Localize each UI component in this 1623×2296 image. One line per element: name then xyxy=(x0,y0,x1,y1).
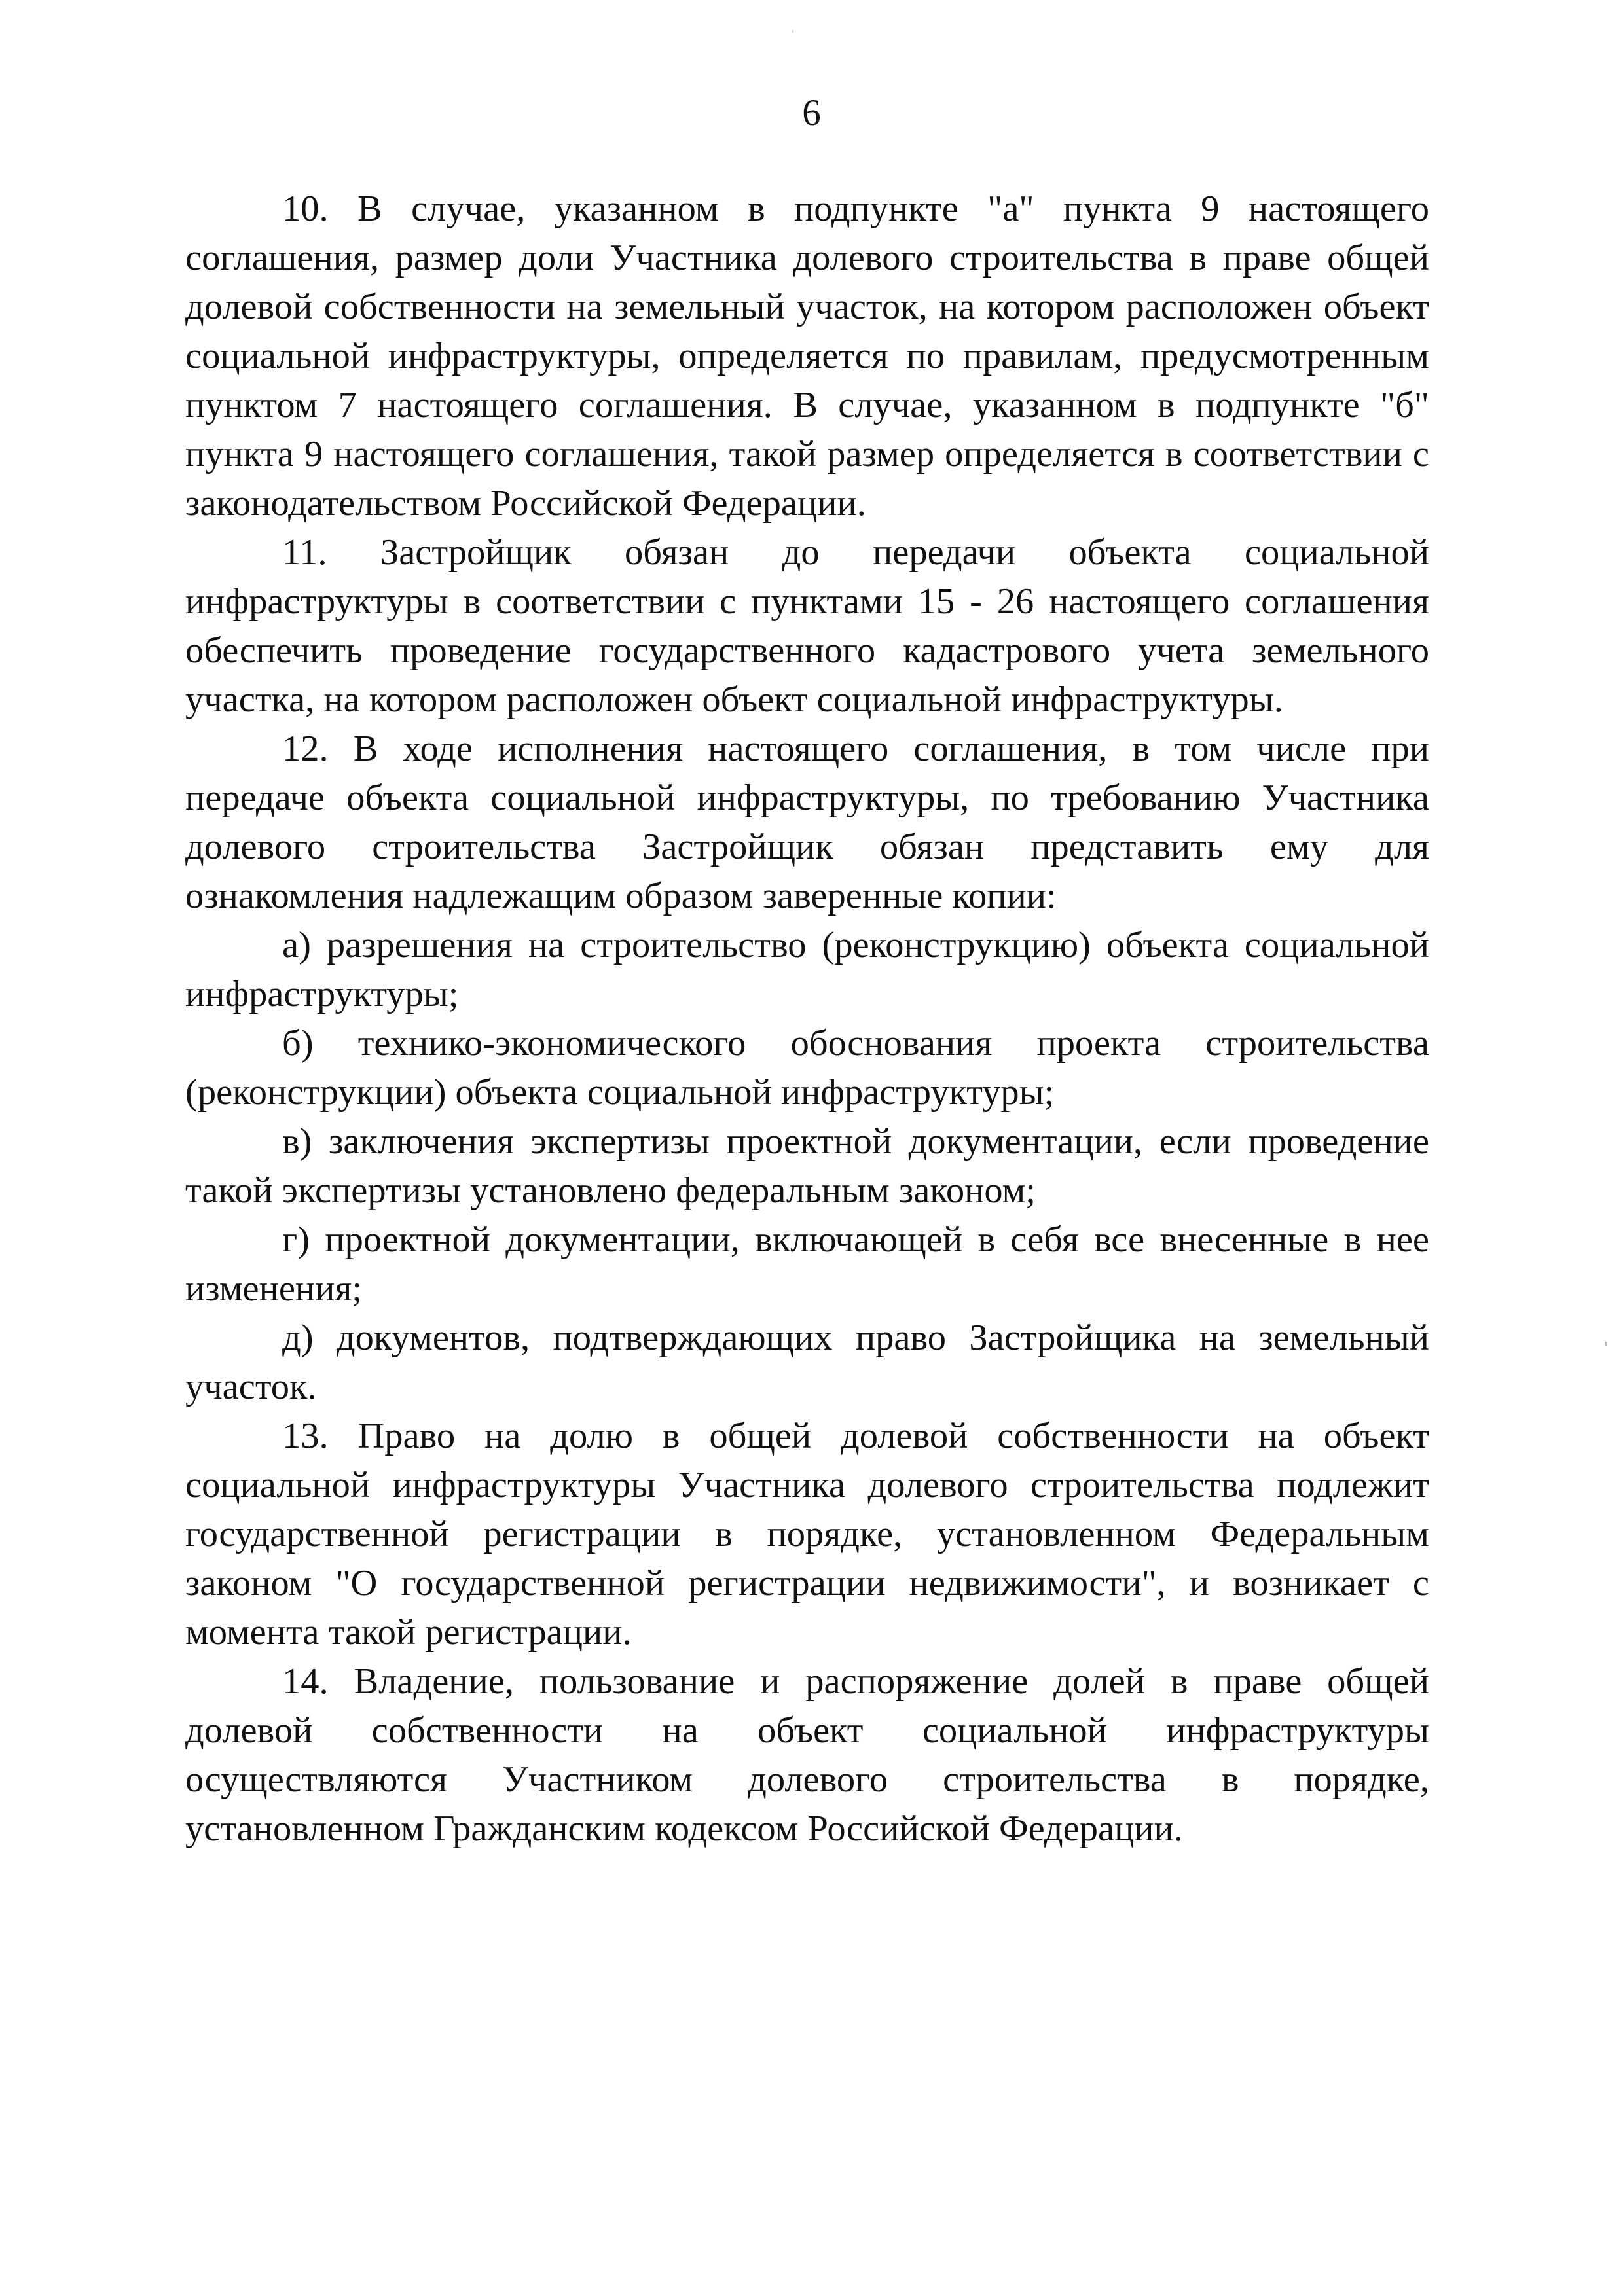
list-item-v: в) заключения экспертизы проектной документации, если проведение такой экспертизы установлено федеральным законом; xyxy=(185,1121,1429,1211)
page-number: 6 xyxy=(802,92,821,134)
paragraph-11: 11. Застройщик обязан до передачи объекта социальной инфраструктуры в соответствии с пунктами 15 - 26 настоящего соглашения обеспечить проведение государственного кадастрового учета земельного участка, на котором расположен объект социальной инфраструктуры. xyxy=(185,532,1429,720)
scan-artifact xyxy=(792,30,793,33)
list-item-a: а) разрешения на строительство (реконструкцию) объекта социальной инфраструктуры; xyxy=(185,925,1429,1014)
list-item-b: б) технико-экономического обоснования проекта строительства (реконструкции) объекта социальной инфраструктуры; xyxy=(185,1023,1429,1113)
paragraph-14: 14. Владение, пользование и распоряжение долей в праве общей долевой собственности на объект социальной инфраструктуры осуществляются Участником долевого строительства в порядке, установленном Гражданским кодексом Российской Федерации. xyxy=(185,1661,1429,1849)
paragraph-12: 12. В ходе исполнения настоящего соглашения, в том числе при передаче объекта социальной инфраструктуры, по требованию Участника долевого строительства Застройщик обязан представить ему для ознакомления надлежащим образом заверенные копии: xyxy=(185,728,1429,916)
paragraph-13: 13. Право на долю в общей долевой собственности на объект социальной инфраструктуры Участника долевого строительства подлежит государственной регистрации в порядке, установленном Федеральным законом "О государственной регистрации недвижимости", и возникает с момента такой регистрации. xyxy=(185,1416,1429,1653)
paragraph-10: 10. В случае, указанном в подпункте "а" пункта 9 настоящего соглашения, размер доли Участника долевого строительства в праве общей долевой собственности на земельный участок, на котором расположен объект социальной инфраструктуры, определяется по правилам, предусмотренным пунктом 7 настоящего соглашения. В случае, указанном в подпункте "б" пункта 9 настоящего соглашения, такой размер определяется в соответствии с законодательством Российской Федерации. xyxy=(185,188,1429,524)
list-item-g: г) проектной документации, включающей в себя все внесенные в нее изменения; xyxy=(185,1219,1429,1309)
list-item-d: д) документов, подтверждающих право Застройщика на земельный участок. xyxy=(185,1318,1429,1407)
scan-artifact xyxy=(1605,1342,1607,1346)
document-body xyxy=(185,185,1429,1854)
